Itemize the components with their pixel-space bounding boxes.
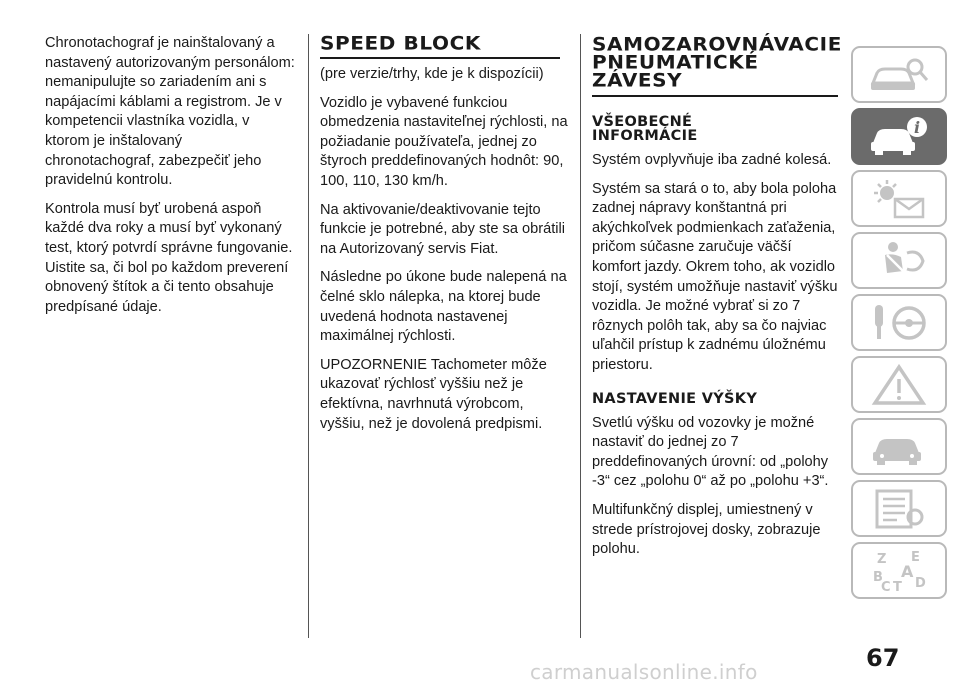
heading-underline	[592, 95, 838, 97]
tab-car-info[interactable]	[851, 108, 947, 165]
index-letter: D	[915, 575, 926, 591]
key-steering-icon	[867, 301, 931, 345]
paragraph: Následne po úkone bude nalepená na čelné sklo nálepka, na ktorej bude uvedená hodnota nastavenej maximálnej rýchlosti.	[320, 269, 567, 345]
index-letter: Z	[877, 551, 887, 567]
subheading-height-setting: NASTAVENIE VÝŠKY	[592, 390, 758, 407]
paragraph: Systém sa stará o to, aby bola poloha zadnej nápravy konštantná pri akýchkoľvek podmienkach zaťaženia, pričom súčasne zaručuje väčší komfort jazdy. Okrem toho, ak vozidlo stojí, systém umožňuje nastaviť výšku vozidla. Je možné vybrať si zo 7 rôznych polôh tak, aby sa čo najviac uľahčil prístup k zadnému úložnému priestoru.	[592, 180, 838, 373]
paragraph: Svetlú výšku od vozovky je možné nastaviť do jednej zo 7 preddefinovaných úrovní: od „polohy -3“ cez „polohu 0“ až po „polohu +3“.	[592, 414, 829, 490]
tab-key-steering[interactable]	[851, 294, 947, 351]
subheading-general-info	[592, 115, 842, 143]
tab-car-service[interactable]	[851, 418, 947, 475]
paragraph: Na aktivovanie/deaktivovanie tejto funkcie je potrebné, aby ste sa obrátili na Autorizovaný servis Fiat.	[320, 201, 565, 257]
subheading-line: INFORMÁCIE	[592, 128, 698, 144]
subheading-line: VŠEOBECNÉ	[592, 114, 693, 130]
car-info-icon	[867, 115, 931, 159]
index-letter: B	[873, 569, 883, 585]
car-service-icon	[867, 425, 931, 469]
paragraph: (pre verzie/trhy, kde je k dispozícii)	[320, 66, 544, 82]
column-divider	[580, 34, 581, 638]
column-1	[45, 34, 295, 326]
column-2	[320, 31, 570, 443]
section-heading-suspension	[592, 32, 842, 92]
warning-triangle-icon	[867, 363, 931, 407]
chapter-tab-sidebar	[851, 46, 951, 604]
paragraph: Chronotachograf je nainštalovaný a nastavený autorizovaným personálom: nemanipulujte so zariadením ani s napájacími káblami a registrom. Je v kompetencii vlastníka vozidla, v ktorom je inštalovaný chronotachograf, zabezpečiť jeho pravidelnú kontrolu.	[45, 35, 295, 189]
heading-underline	[320, 57, 560, 59]
index-letter: A	[901, 561, 914, 581]
tab-lights-messages[interactable]	[851, 170, 947, 227]
tab-seatbelt-airbag[interactable]	[851, 232, 947, 289]
heading-line: ZÁVESY	[592, 68, 683, 92]
index-letter: T	[893, 579, 902, 593]
paragraph: UPOZORNENIE Tachometer môže ukazovať rýchlosť vyššiu než je efektívna, navrhnutá výrobcom, vyššiu, než je dovolená predpismi.	[320, 356, 547, 432]
column-3	[592, 34, 842, 569]
technical-data-icon	[867, 487, 931, 531]
alphabetical-index-icon	[867, 549, 931, 593]
tab-alphabetical-index[interactable]	[851, 542, 947, 599]
section-heading-speed-block: SPEED BLOCK	[320, 31, 482, 55]
tab-technical-data[interactable]	[851, 480, 947, 537]
index-letter: E	[911, 549, 920, 565]
car-search-icon	[867, 53, 931, 97]
heading-line: PNEUMATICKÉ	[592, 50, 759, 74]
heading-line: SAMOZAROVNÁVACIE	[592, 32, 842, 56]
watermark: carmanualsonline.info	[530, 660, 758, 684]
index-letter: C	[881, 579, 891, 593]
paragraph: Multifunkčný displej, umiestnený v strede prístrojovej dosky, zobrazuje polohu.	[592, 501, 821, 558]
seatbelt-airbag-icon	[867, 239, 931, 283]
tab-warning-triangle[interactable]	[851, 356, 947, 413]
svg-text:i: i	[913, 117, 921, 137]
lights-messages-icon	[867, 177, 931, 221]
page-number: 67	[866, 644, 900, 672]
tab-car-search[interactable]	[851, 46, 947, 103]
column-divider	[308, 34, 309, 638]
paragraph: Vozidlo je vybavené funkciou obmedzenia nastaviteľnej rýchlosti, na požiadanie používateľa, jednej zo štyroch preddefinovaných hodnôt: 90, 100, 110, 130 km/h.	[320, 94, 568, 189]
paragraph: Kontrola musí byť urobená aspoň každé dva roky a musí byť vykonaný test, ktorý potvrdí správne fungovanie. Uistite sa, či bol po každom preverení obnovený štítok a či tento obsahuje predpísané údaje.	[45, 200, 293, 315]
paragraph: Systém ovplyvňuje iba zadné kolesá.	[592, 152, 832, 168]
